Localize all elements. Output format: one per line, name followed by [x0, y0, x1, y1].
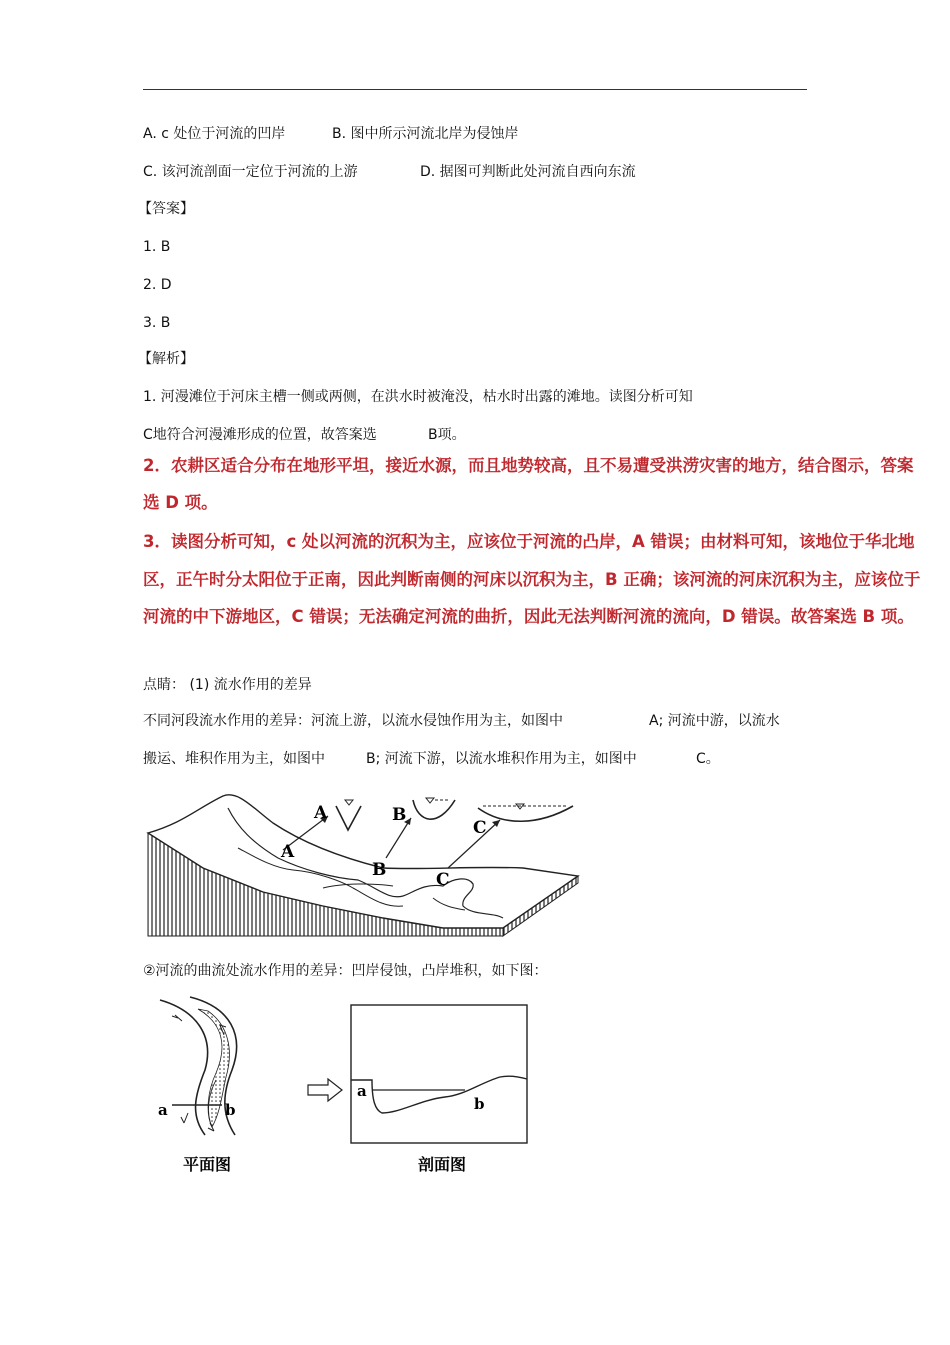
- section-point-a: a: [357, 1082, 367, 1100]
- plan-point-b: b: [225, 1101, 236, 1119]
- section-caption: 剖面图: [418, 1155, 467, 1174]
- tips-line2: 搬运、堆积作用为主，如图中 B; 河流下游，以流水堆积作用为主，如图中 C。: [143, 751, 720, 767]
- analysis-q3-line3: 河流的中下游地区，C 错误；无法确定河流的曲折，因此无法判断河流的流向，D 错误。故答案选 B 项。: [143, 607, 914, 626]
- option-d: D. 据图可判断此处河流自西向东流: [420, 164, 636, 180]
- section-frame: [351, 1005, 527, 1143]
- v-valley-section: [336, 806, 361, 830]
- u-valley-section: [413, 800, 455, 819]
- answer-3: 3. B: [143, 315, 171, 331]
- wide-valley-section: [478, 806, 573, 821]
- label-c-river: C: [436, 870, 450, 890]
- label-b-top: B: [392, 805, 407, 825]
- option-c: C. 该河流剖面一定位于河流的上游: [143, 164, 358, 180]
- river-landscape-figure: [143, 788, 583, 938]
- tips-title: 点睛： (1) 流水作用的差异: [143, 677, 312, 693]
- plan-point-a: a: [158, 1101, 168, 1119]
- label-a-river: A: [281, 842, 295, 862]
- analysis-header: 【解析】: [138, 351, 194, 367]
- analysis-q1-line1: 1. 河漫滩位于河床主槽一侧或两侧，在洪水时被淹没，枯水时出露的滩地。读图分析可知: [143, 389, 693, 405]
- option-c-d-row: [143, 163, 636, 181]
- analysis-q3-line1: 3．读图分析可知，c 处以河流的沉积为主，应该位于河流的凸岸，A 错误；由材料可知，该地位于华北地: [143, 532, 915, 551]
- analysis-q1-line2: C地符合河漫滩形成的位置，故答案选 B项。: [143, 427, 466, 443]
- tips-line1: 不同河段流水作用的差异：河流上游，以流水侵蚀作用为主，如图中 A; 河流中游，以流水: [143, 713, 780, 729]
- analysis-q2-line2: 选 D 项。: [143, 493, 218, 512]
- section-point-b: b: [474, 1095, 485, 1113]
- label-c-top: C: [473, 818, 487, 838]
- label-a-top: A: [314, 803, 328, 823]
- flow-arrow-3: [181, 1113, 188, 1123]
- option-a: A. c 处位于河流的凹岸: [143, 126, 286, 142]
- option-b: B. 图中所示河流北岸为侵蚀岸: [332, 126, 519, 142]
- answer-1: 1. B: [143, 239, 171, 255]
- header-rule: [143, 89, 807, 90]
- transition-arrow: [308, 1079, 342, 1101]
- option-a-b-row: [143, 125, 519, 143]
- flow-arrow-1: [172, 1015, 182, 1021]
- answer-2: 2. D: [143, 277, 172, 293]
- analysis-q2-line1: 2．农耕区适合分布在地形平坦，接近水源，而且地势较高，且不易遭受洪涝灾害的地方，结合图示，答案: [143, 456, 914, 475]
- plan-caption: 平面图: [183, 1155, 232, 1174]
- tips-line3: ②河流的曲流处流水作用的差异：凹岸侵蚀，凸岸堆积，如下图：: [143, 963, 548, 979]
- label-b-river: B: [372, 860, 387, 880]
- analysis-q3-line2: 区，正午时分太阳位于正南，因此判断南侧的河床以沉积为主，B 正确；该河流的河床沉积为主，应该位于: [143, 570, 921, 589]
- answer-header: 【答案】: [138, 201, 194, 217]
- meander-figure: [150, 995, 535, 1175]
